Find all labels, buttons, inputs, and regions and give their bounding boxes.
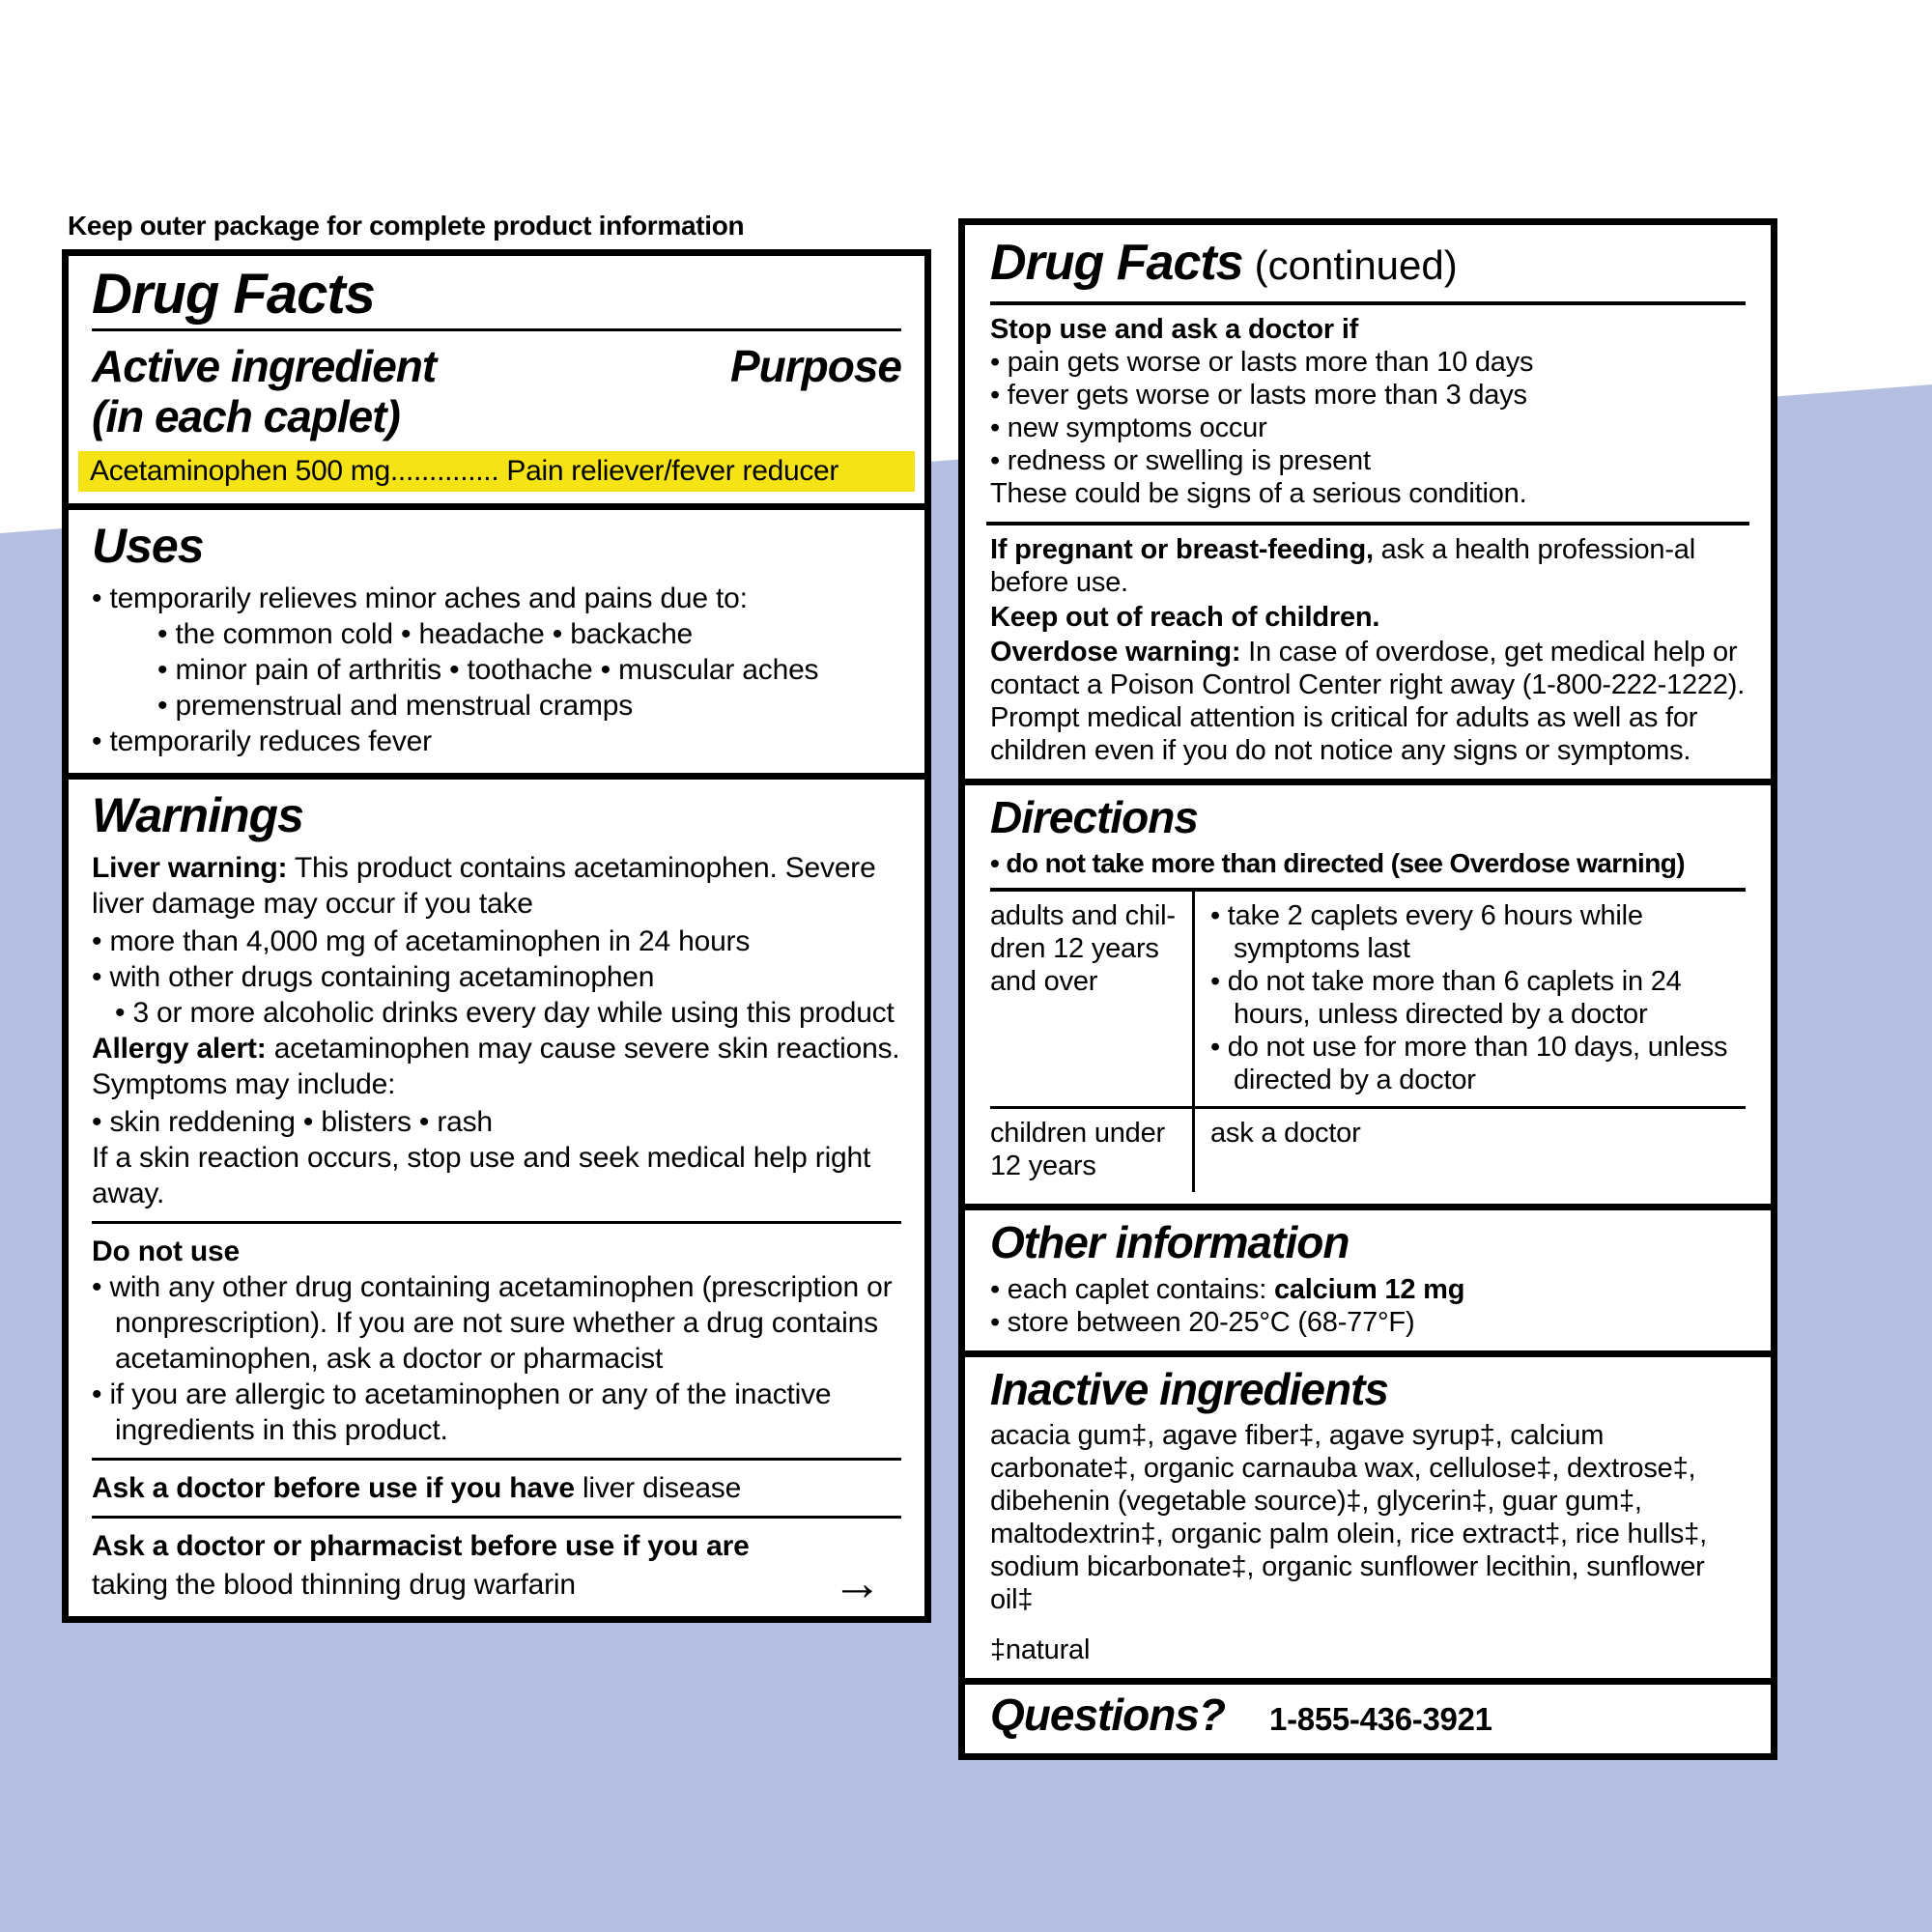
directions-table — [990, 888, 1746, 1192]
questions-section — [965, 1678, 1771, 1753]
warnings-title: Warnings — [92, 787, 303, 842]
liver-warning-item: • with other drugs containing acetaminophen — [92, 960, 655, 993]
stop-use-title: Stop use and ask a doctor if — [990, 313, 1359, 345]
questions-title: Questions? — [990, 1690, 1226, 1741]
table-row — [990, 1106, 1746, 1192]
dose-instruction: • do not use for more than 10 days, unless directed by a doctor — [1210, 1032, 1728, 1096]
other-information-section — [965, 1204, 1771, 1350]
ask-doctor-note: Ask a doctor before use if you have liver disease — [92, 1471, 742, 1504]
divider — [92, 1221, 901, 1224]
inactive-ingredients-title: Inactive ingredients — [990, 1363, 1389, 1414]
uses-section — [69, 503, 924, 773]
continued-label: (continued) — [1254, 242, 1458, 288]
active-ingredient-heading: Active ingredient (in each caplet) — [92, 340, 437, 441]
uses-item: • the common cold • headache • backache — [157, 617, 694, 650]
divider — [92, 1516, 901, 1519]
continue-arrow-icon: → — [832, 1554, 882, 1611]
dose-group-cell: children under 12 years — [990, 1109, 1195, 1192]
drug-facts-header — [69, 256, 924, 325]
dose-instructions-cell: ask a doctor — [1210, 1118, 1361, 1150]
drug-facts-panel-right — [958, 218, 1777, 1760]
stop-use-section — [965, 305, 1771, 522]
other-information-title: Other information — [990, 1217, 1350, 1268]
table-row — [990, 892, 1746, 1106]
do-not-use-item: • if you are allergic to acetaminophen or any of the inactive ingredients in this product. — [92, 1378, 832, 1446]
liver-warning-item: • more than 4,000 mg of acetaminophen in 24 hours — [92, 924, 751, 957]
liver-warning: Liver warning: This product contains acetaminophen. Severe liver damage may occur if you take — [92, 851, 876, 920]
liver-warning-item: • 3 or more alcoholic drinks every day while using this product — [115, 996, 895, 1029]
directions-section — [965, 779, 1771, 1205]
skin-reaction-note: If a skin reaction occurs, stop use and seek medical help right away. — [92, 1141, 871, 1209]
drug-facts-continued-header — [965, 225, 1771, 296]
directions-note: • do not take more than directed (see Overdose warning) — [990, 848, 1685, 879]
stop-use-item: • fever gets worse or lasts more than 3 days — [990, 379, 1527, 411]
do-not-use-title: Do not use — [92, 1235, 240, 1267]
pregnancy-overdose-section — [965, 526, 1771, 779]
stop-use-footer: These could be signs of a serious condition. — [990, 477, 1527, 509]
dose-instructions-cell — [1195, 892, 1746, 1106]
drug-facts-continued-title: Drug Facts — [990, 235, 1243, 291]
uses-item: • minor pain of arthritis • toothache • muscular aches — [157, 653, 819, 686]
inactive-ingredients-list: acacia gum‡, agave fiber‡, agave syrup‡, calcium carbonate‡, organic carnauba wax, cellulose‡, dextrose‡, dibehenin (vegetable source)‡, glycerin‡, guar gum‡, maltodextrin‡, organic palm olein, rice extract‡, rice hulls‡, sodium bicarbonate‡, organic sunflower lecithin, sunflower oil‡ — [990, 1420, 1707, 1616]
pregnancy-warning: If pregnant or breast-feeding, ask a health profession-al before use. — [990, 533, 1695, 598]
stop-use-item: • redness or swelling is present — [990, 444, 1371, 476]
other-info-item: • store between 20-25°C (68-77°F) — [990, 1306, 1415, 1338]
stop-use-item: • pain gets worse or lasts more than 10 days — [990, 346, 1534, 378]
uses-item: • premenstrual and menstrual cramps — [157, 689, 634, 722]
active-ingredient-section — [69, 331, 924, 492]
stop-use-item: • new symptoms occur — [990, 412, 1267, 443]
ask-pharmacist-note-lead: Ask a doctor or pharmacist before use if you are — [92, 1529, 750, 1562]
keep-out-of-reach-warning: Keep out of reach of children. — [990, 601, 1380, 633]
questions-phone-number: 1-855-436-3921 — [1269, 1701, 1492, 1738]
inactive-ingredients-section — [965, 1350, 1771, 1679]
do-not-use-item: • with any other drug containing acetaminophen (prescription or nonprescription). If you are not sure whether a drug contains acetaminophen, ask a doctor or pharmacist — [92, 1270, 893, 1375]
outer-package-note: Keep outer package for complete product information — [68, 211, 745, 241]
uses-title: Uses — [92, 518, 204, 573]
uses-item: • temporarily relieves minor aches and pains due to: — [92, 582, 748, 614]
purpose-heading: Purpose — [729, 340, 901, 391]
dose-group-cell: adults and chil- dren 12 years and over — [990, 892, 1195, 1106]
allergy-symptoms: • skin reddening • blisters • rash — [92, 1105, 493, 1138]
natural-footnote: ‡natural — [990, 1634, 1091, 1666]
warnings-section — [69, 773, 924, 1616]
directions-title: Directions — [990, 791, 1198, 842]
active-ingredient-row-highlighted: Acetaminophen 500 mg.............. Pain reliever/fever reducer — [78, 451, 915, 492]
overdose-warning: Overdose warning: In case of overdose, get medical help or contact a Poison Control Center right away (1-800-222-1222). Prompt medical attention is critical for adults as well as for children even if you do not notice any signs or symptoms. — [990, 636, 1746, 766]
dose-instruction: • do not take more than 6 caplets in 24 hours, unless directed by a doctor — [1210, 966, 1682, 1031]
dose-instruction: • take 2 caplets every 6 hours while symptoms last — [1210, 900, 1643, 965]
allergy-alert: Allergy alert: acetaminophen may cause severe skin reactions. Symptoms may include: — [92, 1032, 900, 1100]
divider — [92, 1458, 901, 1461]
uses-item: • temporarily reduces fever — [92, 724, 432, 757]
other-info-item: • each caplet contains: calcium 12 mg — [990, 1273, 1465, 1305]
drug-facts-panel-left — [62, 249, 931, 1623]
drug-facts-title: Drug Facts — [92, 263, 375, 326]
ask-pharmacist-note-rest: taking the blood thinning drug warfarin — [92, 1568, 576, 1601]
